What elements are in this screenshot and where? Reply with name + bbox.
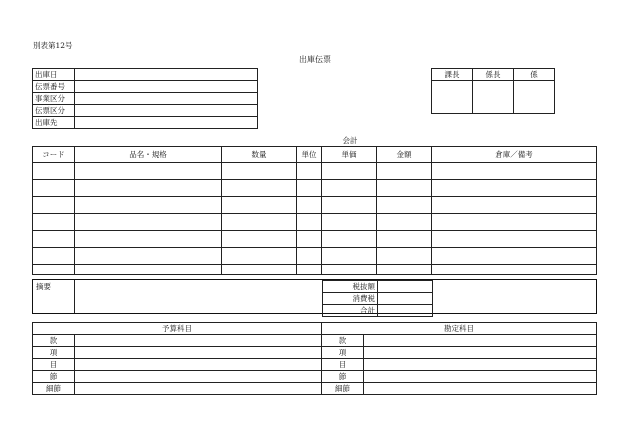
approval-label-staff: 係 — [514, 69, 555, 81]
table-row — [33, 214, 597, 231]
settlement-row-label: 項 — [322, 347, 364, 359]
column-header: 数量 — [222, 147, 297, 163]
budget-row-label: 節 — [33, 371, 75, 383]
settlement-row-value[interactable] — [364, 335, 597, 347]
items-table — [32, 146, 597, 275]
item-cell[interactable] — [75, 180, 222, 197]
amount-summary-table — [322, 280, 433, 317]
account-row — [33, 383, 597, 395]
page-title: 出庫伝票 — [299, 55, 331, 64]
item-cell[interactable] — [322, 197, 377, 214]
item-cell[interactable] — [297, 214, 322, 231]
amount-label: 合計 — [323, 305, 378, 317]
header-field-row — [33, 93, 258, 105]
item-cell[interactable] — [33, 180, 75, 197]
budget-row-label: 細節 — [33, 383, 75, 395]
item-cell[interactable] — [377, 197, 432, 214]
header-field-value[interactable] — [75, 93, 258, 105]
settlement-row-value[interactable] — [364, 383, 597, 395]
item-cell[interactable] — [377, 163, 432, 180]
table-row — [33, 163, 597, 180]
approval-stamp-cell[interactable] — [514, 81, 555, 114]
column-header: 単位 — [297, 147, 322, 163]
settlement-title: 勘定科目 — [322, 323, 597, 335]
account-row — [33, 347, 597, 359]
table-row — [33, 180, 597, 197]
table-row — [33, 248, 597, 265]
approval-stamp-cell[interactable] — [432, 81, 473, 114]
item-cell[interactable] — [33, 265, 75, 275]
item-cell[interactable] — [33, 248, 75, 265]
item-cell[interactable] — [75, 248, 222, 265]
item-cell[interactable] — [377, 214, 432, 231]
header-field-row — [33, 69, 258, 81]
item-cell[interactable] — [432, 163, 597, 180]
item-cell[interactable] — [75, 265, 222, 275]
item-cell[interactable] — [33, 197, 75, 214]
settlement-row-value[interactable] — [364, 371, 597, 383]
amount-label: 税抜額 — [323, 281, 378, 293]
header-info-table — [32, 68, 258, 129]
settlement-row-value[interactable] — [364, 347, 597, 359]
approval-table — [431, 68, 555, 114]
item-cell[interactable] — [75, 231, 222, 248]
header-field-label: 出庫日 — [33, 69, 75, 81]
header-field-value[interactable] — [75, 105, 258, 117]
amount-label: 消費税 — [323, 293, 378, 305]
item-cell[interactable] — [222, 163, 297, 180]
item-cell[interactable] — [432, 214, 597, 231]
total-caption: 会計 — [342, 136, 358, 145]
item-cell[interactable] — [322, 180, 377, 197]
item-cell[interactable] — [377, 265, 432, 275]
approval-label-chief: 係長 — [473, 69, 514, 81]
budget-row-value[interactable] — [75, 383, 322, 395]
column-header: コード — [33, 147, 75, 163]
item-cell[interactable] — [297, 163, 322, 180]
item-cell[interactable] — [432, 265, 597, 275]
item-cell[interactable] — [322, 248, 377, 265]
item-cell[interactable] — [222, 180, 297, 197]
budget-row-label: 目 — [33, 359, 75, 371]
item-cell[interactable] — [222, 197, 297, 214]
budget-row-value[interactable] — [75, 359, 322, 371]
item-cell[interactable] — [322, 231, 377, 248]
header-field-value[interactable] — [75, 117, 258, 129]
header-field-row — [33, 117, 258, 129]
item-cell[interactable] — [33, 214, 75, 231]
amount-value[interactable] — [378, 293, 433, 305]
budget-row-label: 款 — [33, 335, 75, 347]
amount-value[interactable] — [378, 305, 433, 317]
budget-row-label: 項 — [33, 347, 75, 359]
item-cell[interactable] — [222, 231, 297, 248]
header-field-label: 事業区分 — [33, 93, 75, 105]
item-cell[interactable] — [75, 197, 222, 214]
remarks-field[interactable] — [73, 280, 322, 313]
item-cell[interactable] — [377, 231, 432, 248]
settlement-row-value[interactable] — [364, 359, 597, 371]
item-cell[interactable] — [297, 197, 322, 214]
header-field-value[interactable] — [75, 81, 258, 93]
item-cell[interactable] — [432, 248, 597, 265]
item-cell[interactable] — [322, 163, 377, 180]
budget-title: 予算科目 — [33, 323, 322, 335]
budget-row-value[interactable] — [75, 347, 322, 359]
item-cell[interactable] — [432, 231, 597, 248]
item-cell[interactable] — [297, 265, 322, 275]
amount-row — [323, 293, 433, 305]
item-cell[interactable] — [322, 265, 377, 275]
item-cell[interactable] — [432, 197, 597, 214]
header-field-row — [33, 105, 258, 117]
amount-value[interactable] — [378, 281, 433, 293]
item-cell[interactable] — [377, 248, 432, 265]
column-header: 単価 — [322, 147, 377, 163]
remarks-label: 摘要 — [36, 282, 51, 291]
table-row — [33, 265, 597, 275]
budget-row-value[interactable] — [75, 335, 322, 347]
item-cell[interactable] — [222, 265, 297, 275]
approval-stamp-cell[interactable] — [473, 81, 514, 114]
accounts-table — [32, 322, 597, 395]
budget-row-value[interactable] — [75, 371, 322, 383]
item-cell[interactable] — [75, 163, 222, 180]
item-cell[interactable] — [33, 231, 75, 248]
header-field-label: 出庫先 — [33, 117, 75, 129]
account-row — [33, 371, 597, 383]
approval-label-manager: 課長 — [432, 69, 473, 81]
column-header: 金額 — [377, 147, 432, 163]
table-row — [33, 231, 597, 248]
account-row — [33, 335, 597, 347]
settlement-row-label: 目 — [322, 359, 364, 371]
summary-section — [32, 279, 597, 314]
amount-row — [323, 305, 433, 317]
item-cell[interactable] — [33, 163, 75, 180]
item-cell[interactable] — [432, 180, 597, 197]
table-row — [33, 197, 597, 214]
item-cell[interactable] — [297, 231, 322, 248]
item-cell[interactable] — [322, 214, 377, 231]
item-cell[interactable] — [297, 248, 322, 265]
column-header: 倉庫／備考 — [432, 147, 597, 163]
settlement-row-label: 細節 — [322, 383, 364, 395]
account-row — [33, 359, 597, 371]
item-cell[interactable] — [222, 248, 297, 265]
header-field-row — [33, 81, 258, 93]
header-field-value[interactable] — [75, 69, 258, 81]
item-cell[interactable] — [75, 214, 222, 231]
column-header: 品名・規格 — [75, 147, 222, 163]
header-field-label: 伝票番号 — [33, 81, 75, 93]
settlement-row-label: 節 — [322, 371, 364, 383]
item-cell[interactable] — [297, 180, 322, 197]
item-cell[interactable] — [377, 180, 432, 197]
form-number: 別表第12号 — [33, 41, 73, 50]
settlement-row-label: 款 — [322, 335, 364, 347]
amount-row — [323, 281, 433, 293]
item-cell[interactable] — [222, 214, 297, 231]
header-field-label: 伝票区分 — [33, 105, 75, 117]
